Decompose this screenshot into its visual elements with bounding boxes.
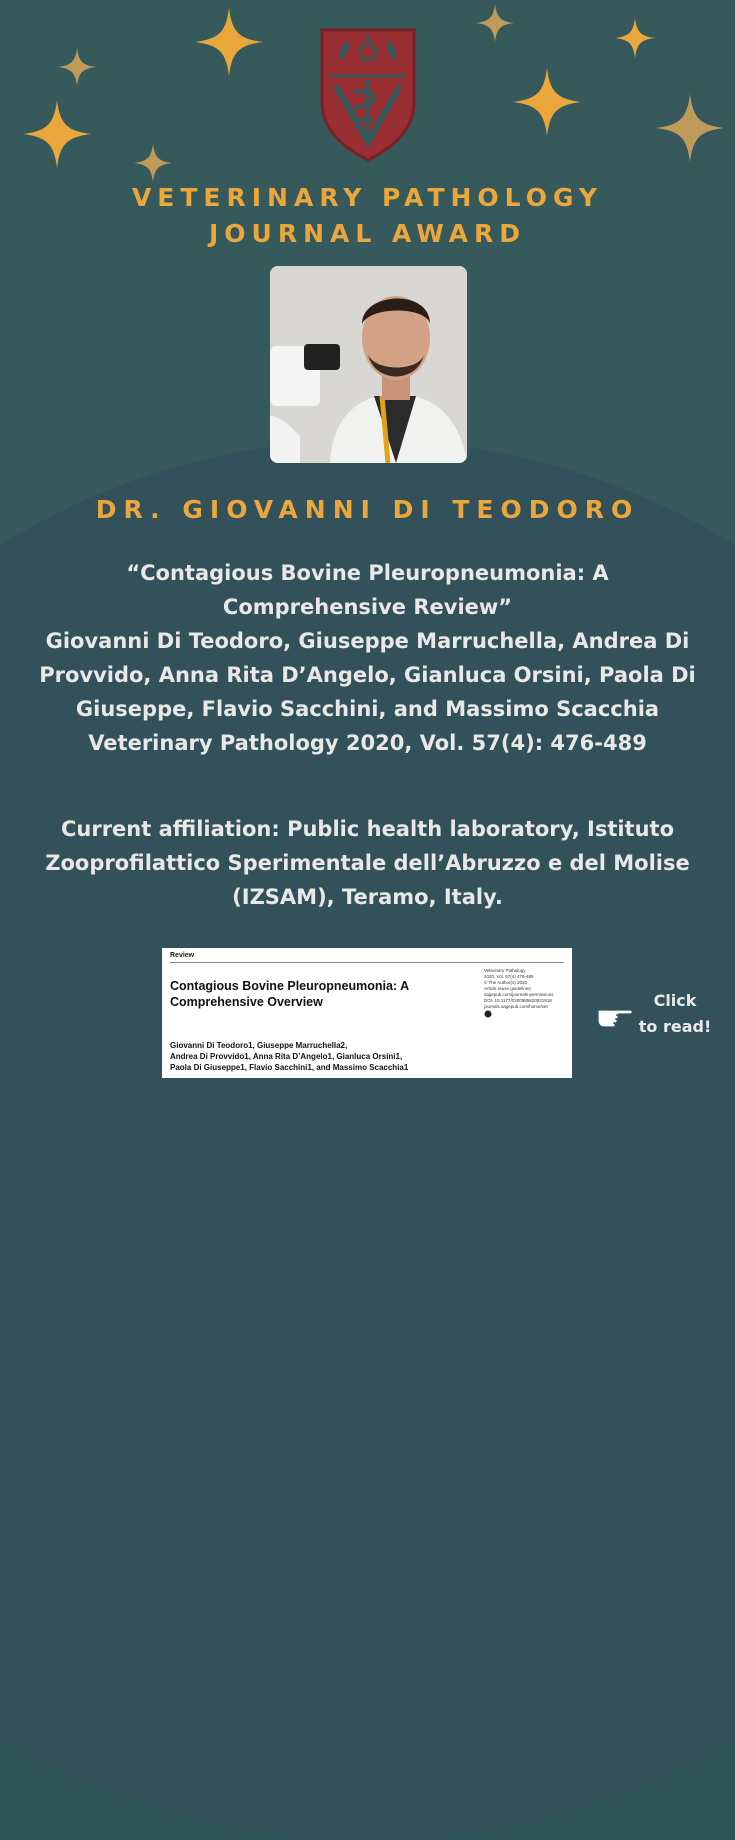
award-title-line1: VETERINARY PATHOLOGY xyxy=(131,183,604,212)
paper-meta-line: sagepub.com/journals-permissions xyxy=(484,992,554,997)
paper-title-line2: Comprehensive Overview xyxy=(170,995,323,1009)
paper-meta-line: Article reuse guidelines: xyxy=(484,986,532,991)
paper-thumbnail-link[interactable] xyxy=(162,948,572,1078)
paper-meta-line: journals.sagepub.com/home/vet xyxy=(484,1004,548,1009)
pointing-hand-icon[interactable] xyxy=(596,1000,634,1028)
paper-authors-line1: Giovanni Di Teodoro1, Giuseppe Marruchella2, xyxy=(170,1041,348,1050)
publication-title-line2: Comprehensive Review” xyxy=(222,595,513,619)
sparkle-star-icon xyxy=(615,18,655,58)
paper-meta-line: Veterinary Pathology xyxy=(484,968,526,973)
affiliation-line3: (IZSAM), Teramo, Italy. xyxy=(232,885,503,909)
paper-title xyxy=(170,978,470,1010)
cta-line1: Click xyxy=(653,991,697,1010)
sparkle-star-icon xyxy=(513,68,581,136)
publication-citation: Veterinary Pathology 2020, Vol. 57(4): 476-489 xyxy=(88,731,647,755)
paper-divider xyxy=(170,962,564,963)
publication-authors-line3: Giuseppe, Flavio Sacchini, and Massimo Scacchia xyxy=(75,697,660,721)
sparkle-star-icon xyxy=(656,94,724,162)
affiliation-line2: Zooprofilattico Sperimentale dell’Abruzzo e del Molise xyxy=(45,851,690,875)
sparkle-star-icon xyxy=(476,4,514,42)
paper-title-line1: Contagious Bovine Pleuropneumonia: A xyxy=(170,979,410,993)
awardee-portrait xyxy=(270,266,467,463)
paper-section-label: Review xyxy=(170,952,195,959)
affiliation-line1: Current affiliation: Public health laboratory, Istituto xyxy=(60,817,675,841)
sparkle-star-icon xyxy=(195,8,263,76)
award-title-line2: JOURNAL AWARD xyxy=(208,219,527,248)
click-to-read-cta[interactable] xyxy=(630,988,720,1040)
awardee-name: DR. GIOVANNI DI TEODORO xyxy=(95,495,640,524)
cta-line2: to read! xyxy=(638,1017,712,1036)
shield-logo-icon xyxy=(318,26,418,162)
paper-meta-line: DOI: 10.1177/0300985820921818 xyxy=(484,998,552,1003)
paper-meta-line: 2020, Vol. 57(4) 476-489 xyxy=(484,974,534,979)
paper-meta xyxy=(484,968,570,1020)
paper-authors-line3: Paola Di Giuseppe1, Flavio Sacchini1, and Massimo Scacchia1 xyxy=(170,1063,409,1072)
publication-title-line1: “Contagious Bovine Pleuropneumonia: A xyxy=(126,561,609,585)
sparkle-star-icon xyxy=(23,100,91,168)
publication-authors-line1: Giovanni Di Teodoro, Giuseppe Marruchella, Andrea Di xyxy=(45,629,690,653)
paper-authors-line2: Andrea Di Provvido1, Anna Rita D’Angelo1, Gianluca Orsini1, xyxy=(170,1052,403,1061)
publication-authors-line2: Provvido, Anna Rita D’Angelo, Gianluca Orsini, Paola Di xyxy=(39,663,696,687)
sparkle-star-icon xyxy=(134,144,172,182)
sparkle-star-icon xyxy=(58,48,96,86)
sage-logo-icon xyxy=(484,1010,492,1018)
paper-authors xyxy=(170,1040,470,1073)
paper-meta-line: © The Author(s) 2020 xyxy=(484,980,528,985)
